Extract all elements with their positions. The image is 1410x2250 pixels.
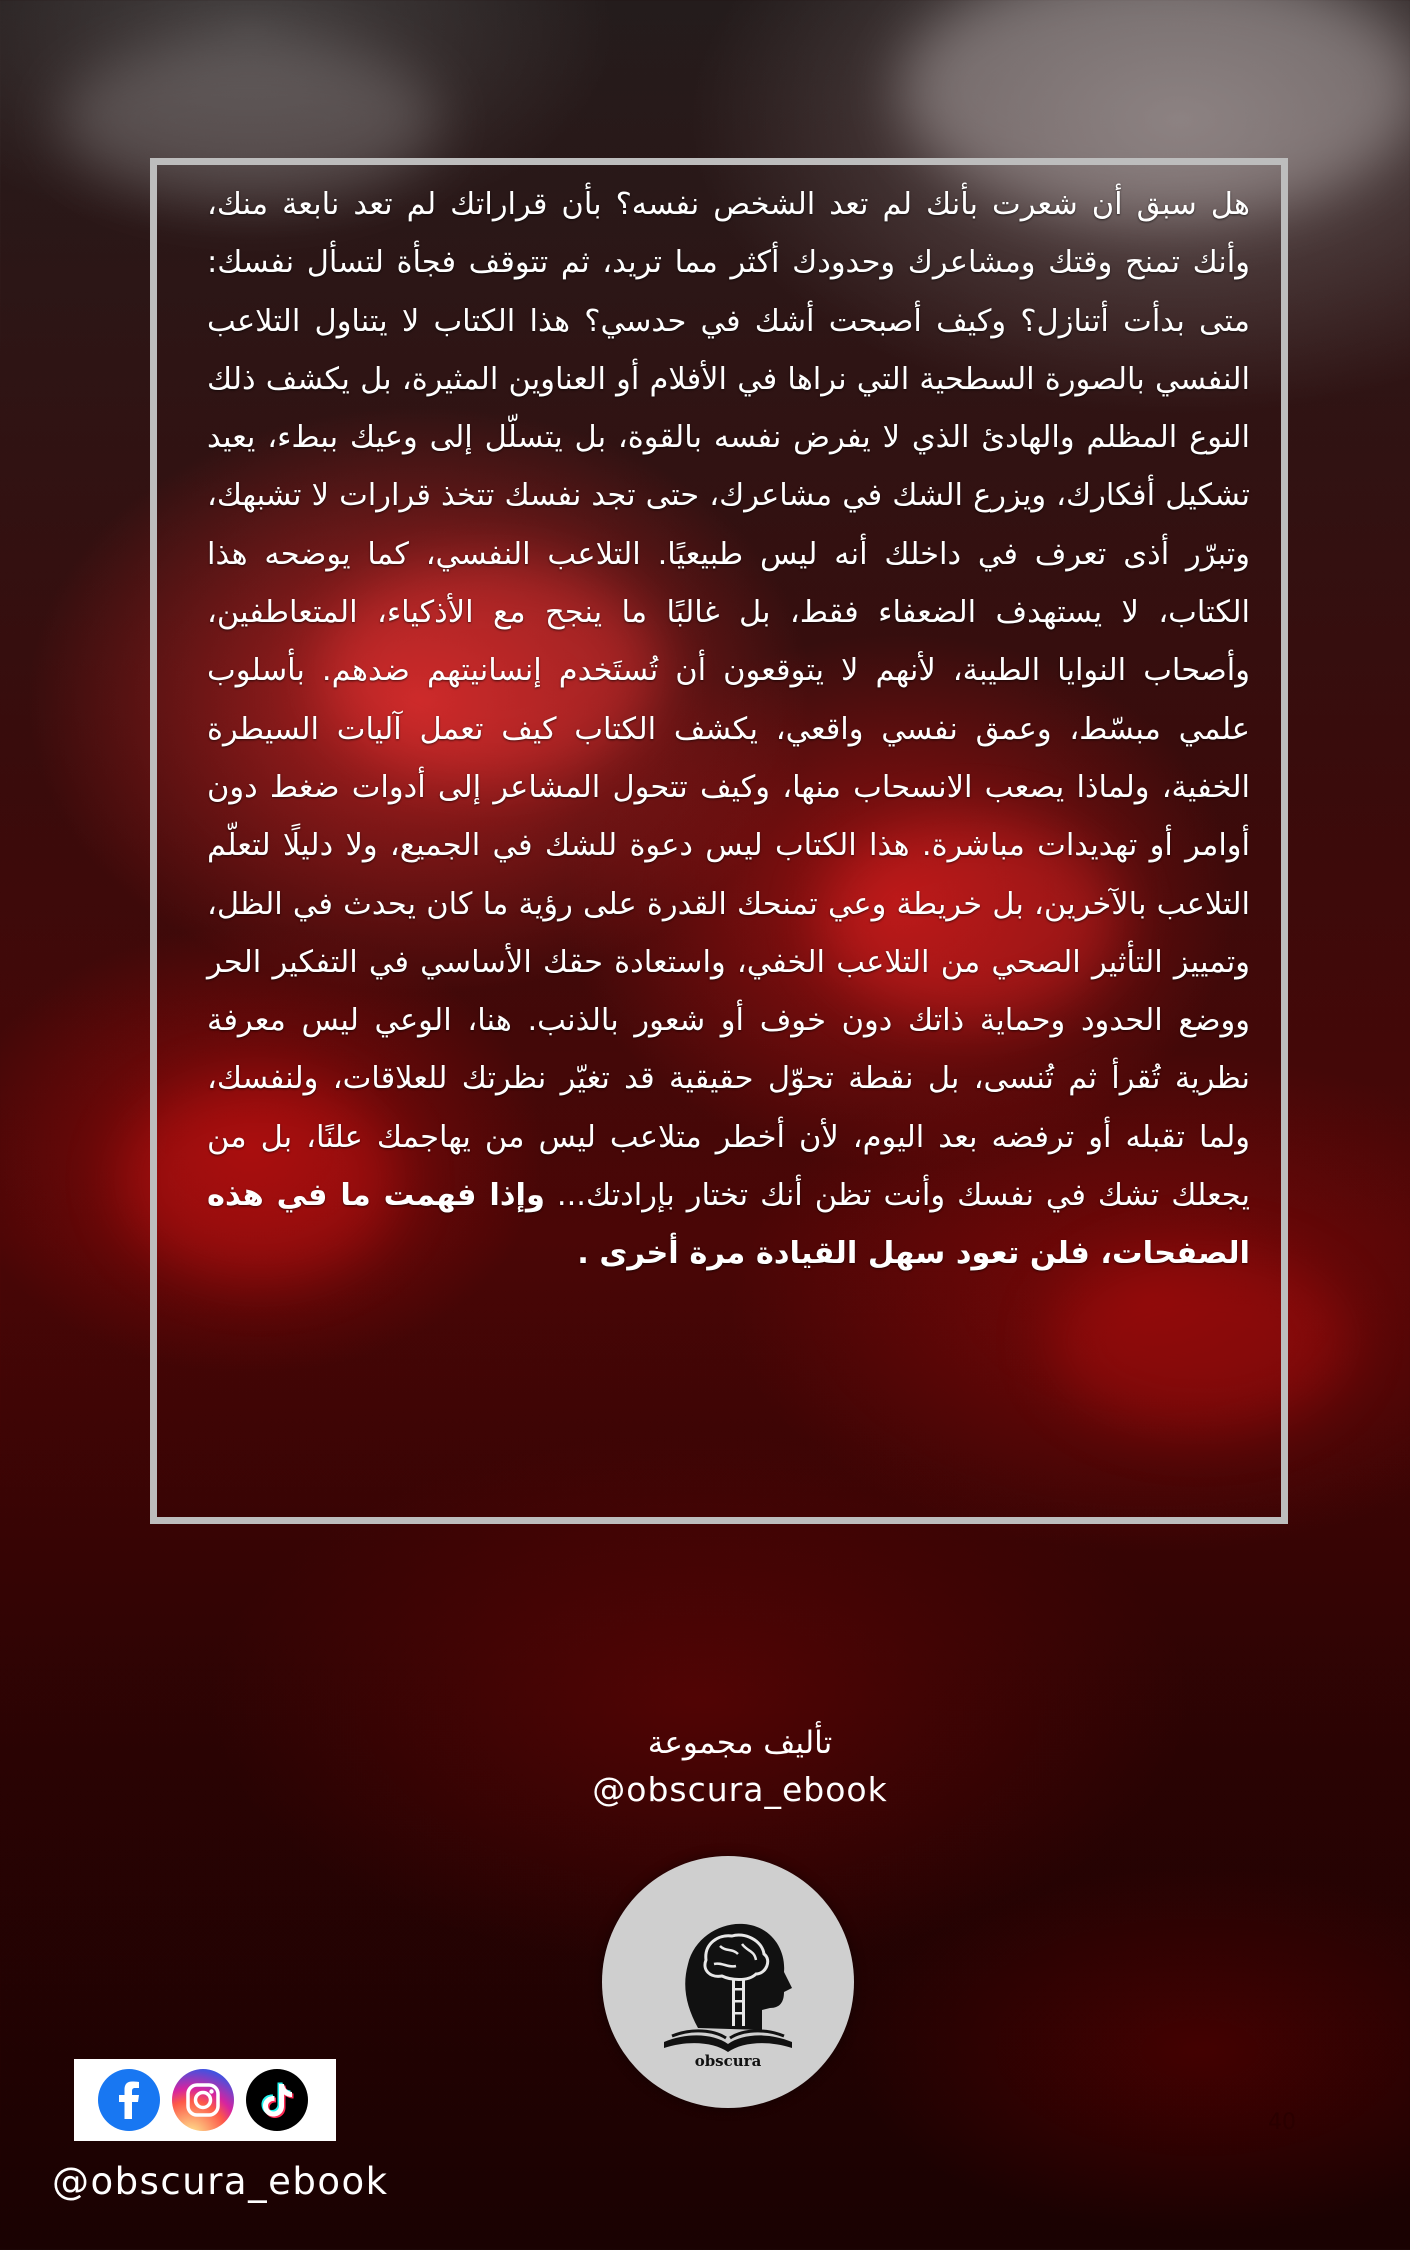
head-brain-book-icon — [602, 1856, 854, 2108]
tiktok-icon[interactable] — [246, 2069, 308, 2131]
logo-label: obscura — [694, 2052, 762, 2070]
instagram-icon[interactable] — [172, 2069, 234, 2131]
author-handle: @obscura_ebook — [592, 1770, 888, 1809]
obscura-logo — [602, 1856, 854, 2108]
description-closing: وإذا فهمت ما في هذه الصفحات، فلن تعود سهل القيادة مرة أخرى . — [207, 1178, 1250, 1272]
social-handle: @obscura_ebook — [52, 2160, 389, 2203]
author-label: تأليف مجموعة — [647, 1725, 833, 1761]
social-links — [74, 2059, 336, 2141]
description-text — [207, 176, 1250, 1284]
facebook-icon[interactable] — [98, 2069, 160, 2131]
description-paragraph: هل سبق أن شعرت بأنك لم تعد الشخص نفسه؟ بأن قراراتك لم تعد نابعة منك، وأنك تمنح وقتك ومشاعرك وحدودك أكثر مما تريد، ثم تتوقف فجأة لتسأل نفسك: متى بدأت أتنازل؟ وكيف أصبحت أشك في حدسي؟ هذا الكتاب لا يتناول التلاعب النفسي بالصورة السطحية التي نراها في الأفلام أو العناوين المثيرة، بل يكشف ذلك النوع المظلم والهادئ الذي لا يفرض نفسه بالقوة، بل يتسلّل إلى وعيك ببطء، يعيد تشكيل أفكارك، ويزرع الشك في مشاعرك، حتى تجد نفسك تتخذ قرارات لا تشبهك، وتبرّر أذى تعرف في داخلك أنه ليس طبيعيًا. التلاعب النفسي، كما يوضحه هذا الكتاب، لا يستهدف الضعفاء فقط، بل غالبًا ما ينجح مع الأذكياء، المتعاطفين، وأصحاب النوايا الطيبة، لأنهم لا يتوقعون أن تُستَخدم إنسانيتهم ضدهم. بأسلوب علمي مبسّط، وعمق نفسي واقعي، يكشف الكتاب كيف تعمل آليات السيطرة الخفية، ولماذا يصعب الانسحاب منها، وكيف تتحول المشاعر إلى أدوات ضغط دون أوامر أو تهديدات مباشرة. هذا الكتاب ليس دعوة للشك في الجميع، ولا دليلًا لتعلّم التلاعب بالآخرين، بل خريطة وعي تمنحك القدرة على رؤية ما كان يحدث في الظل، وتمييز التأثير الصحي من التلاعب الخفي، واستعادة حقك الأساسي في التفكير الحر ووضع الحدود وحماية ذاتك دون خوف أو شعور بالذنب. هنا، الوعي ليس معرفة نظرية تُقرأ ثم تُنسى، بل نقطة تحوّل حقيقية قد تغيّر نظرتك للعلاقات، ولنفسك، ولما تقبله أو ترفضه بعد اليوم، لأن أخطر متلاعب ليس من يهاجمك علنًا، بل من يجعلك تشك في نفسك وأنت تظن أنك تختار بإرادتك... — [207, 187, 1250, 1214]
author-block — [505, 1720, 975, 1814]
page-number: 40 — [1268, 2110, 1296, 2135]
